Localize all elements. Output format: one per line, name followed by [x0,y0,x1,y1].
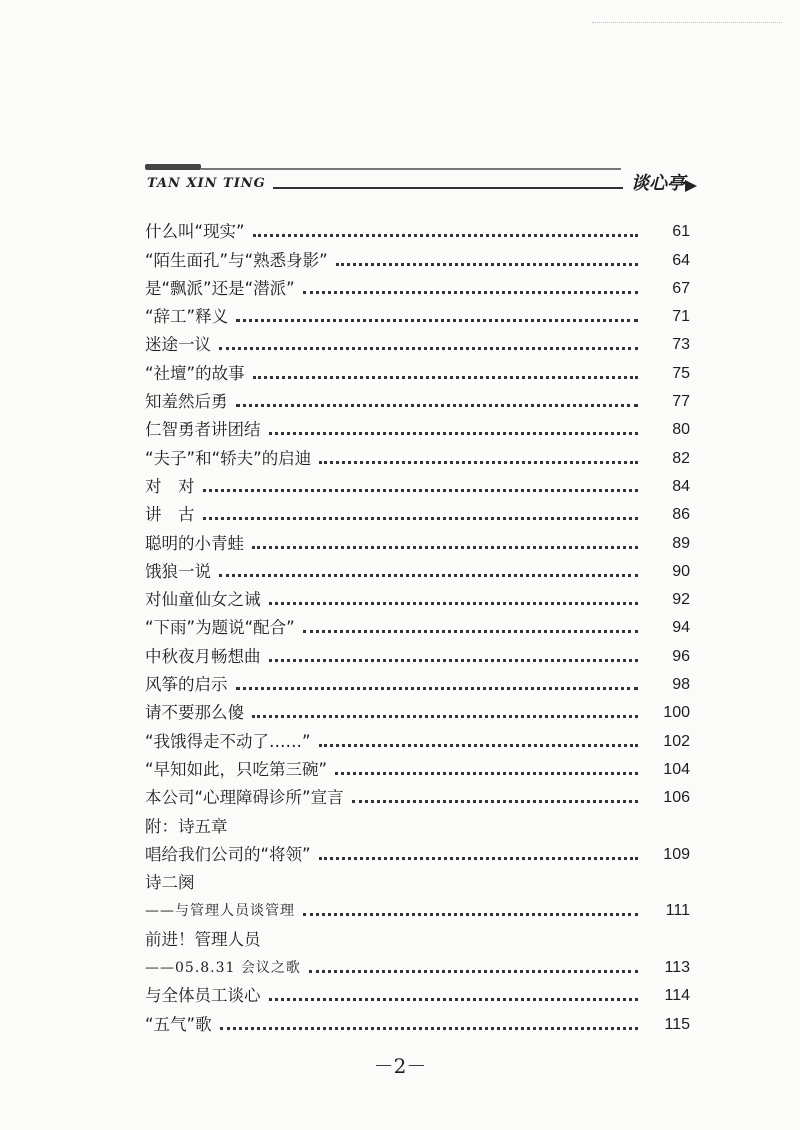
toc-entry-title: 什么叫“现实” [145,222,245,242]
toc-entry-page: 86 [672,506,690,524]
toc-entry-title: “辞工”释义 [145,307,229,327]
toc-entry-page: 90 [672,562,690,580]
toc-leader-dots [336,263,638,266]
toc-entry [145,582,690,610]
toc-entry [145,695,690,723]
toc-entry-title: 中秋夜月畅想曲 [145,646,261,666]
toc-entry-page: 109 [663,845,690,863]
toc-leader-dots [236,404,639,407]
toc-entry [145,893,690,921]
toc-leader-dots [269,998,639,1001]
toc-leader-dots [203,517,639,520]
toc-entry [145,837,690,865]
toc-entry-title: 讲 古 [145,505,195,525]
toc-entry-title: 风筝的启示 [145,675,228,695]
toc-entry-title: “五气”歌 [145,1014,212,1034]
toc-entry [145,469,690,497]
toc-entry [145,242,690,270]
toc-entry [145,327,690,355]
toc-entry [145,667,690,695]
toc-entry [145,950,690,978]
toc-leader-dots [219,347,638,350]
toc-leader-dots [303,630,638,633]
toc-entry-title: 诗二阕 [145,873,195,893]
toc-entry-title: 聪明的小青蛙 [145,533,244,553]
toc-entry [145,865,690,893]
toc-entry-title: “下雨”为题说“配合” [145,618,295,638]
toc-entry-title: 附：诗五章 [145,816,228,836]
toc-entry [145,921,690,949]
toc-leader-dots [252,546,638,549]
toc-leader-dots [303,291,638,294]
toc-entry [145,780,690,808]
toc-entry-title: 是“飘派”还是“潜派” [145,278,295,298]
toc-entry-title: 对 对 [145,476,195,496]
header-rule [273,187,623,189]
toc-entry [145,355,690,383]
toc-entry [145,440,690,468]
toc-entry-title: ——与管理人员谈管理 [145,903,295,920]
toc-leader-dots [203,489,639,492]
header-decor-bar [145,164,201,170]
toc-entry-page: 77 [672,393,690,411]
toc-entry-title: 仁智勇者讲团结 [145,420,261,440]
header-title: 谈心亭 [631,173,685,194]
toc-entry-page: 61 [672,223,690,241]
running-header [145,160,705,210]
header-latin-title: TAN XIN TING [147,176,266,191]
toc-entry [145,214,690,242]
toc-entry-title: ——05.8.31 会议之歌 [145,960,301,977]
toc-entry [145,638,690,666]
toc-leader-dots [236,319,638,322]
toc-entry-page: 100 [663,704,690,722]
arrow-right-icon [685,180,697,192]
toc-leader-dots [269,659,639,662]
toc-entry-title: 饿狼一说 [145,561,211,581]
toc-entry [145,554,690,582]
toc-entry-page: 96 [672,647,690,665]
toc-entry-page: 113 [664,959,690,977]
toc-entry [145,525,690,553]
toc-leader-dots [319,857,638,860]
toc-leader-dots [319,744,638,747]
toc-entry-page: 92 [672,591,690,609]
toc-entry-page: 106 [663,789,690,807]
toc-entry-page: 73 [672,336,690,354]
toc-entry-title: “社壇”的故事 [145,363,245,383]
header-top-line [201,168,621,170]
toc-entry-title: 与全体员工谈心 [145,986,261,1006]
toc-entry-page: 111 [665,902,690,920]
toc-entry [145,1006,690,1034]
toc-entry-page: 94 [672,619,690,637]
toc-entry [145,412,690,440]
toc-entry-title: 迷途一议 [145,335,211,355]
toc-entry-title: “陌生面孔”与“熟悉身影” [145,250,328,270]
toc-entry [145,299,690,327]
toc-entry-page: 102 [663,732,690,750]
toc-entry-page: 82 [672,449,690,467]
toc-entry-page: 71 [672,308,690,326]
toc-entry-title: 请不要那么傻 [145,703,244,723]
toc-entry-page: 80 [672,421,690,439]
toc-entry-page: 114 [664,987,690,1005]
toc-leader-dots [335,772,638,775]
toc-leader-dots [253,234,638,237]
toc-entry-page: 64 [672,251,690,269]
top-dotted-rule [592,22,782,23]
toc-entry [145,610,690,638]
toc-entry [145,271,690,299]
toc-leader-dots [236,687,639,690]
toc-entry-title: 前进！管理人员 [145,929,261,949]
toc-entry-page: 98 [672,676,690,694]
toc-leader-dots [269,432,639,435]
toc-entry-page: 84 [672,477,690,495]
toc-leader-dots [309,970,638,973]
toc-entry-title: 知羞然后勇 [145,392,228,412]
toc-entry [145,808,690,836]
toc-entry-page: 67 [672,279,690,297]
toc-entry [145,497,690,525]
toc-entry-page: 115 [664,1015,690,1033]
toc-leader-dots [219,574,638,577]
toc-entry-title: “早知如此，只吃第三碗” [145,759,328,779]
toc-entry-title: 本公司“心理障碍诊所”宣言 [145,788,344,808]
toc-leader-dots [220,1027,638,1030]
toc-entry-title: 唱给我们公司的“将领” [145,844,311,864]
table-of-contents [145,214,690,1035]
toc-entry-title: “夫子”和“轿夫”的启迪 [145,448,312,468]
toc-leader-dots [253,376,638,379]
toc-entry [145,752,690,780]
page-number: －2－ [373,1054,427,1078]
toc-entry-page: 89 [672,534,690,552]
toc-entry [145,384,690,412]
toc-leader-dots [319,461,638,464]
toc-entry-page: 75 [672,364,690,382]
toc-leader-dots [303,913,638,916]
toc-entry [145,978,690,1006]
toc-entry-page: 104 [663,760,690,778]
toc-entry-title: “我饿得走不动了……” [145,731,311,751]
toc-leader-dots [352,800,638,803]
toc-entry [145,723,690,751]
toc-leader-dots [269,602,639,605]
toc-leader-dots [252,715,638,718]
toc-entry-title: 对仙童仙女之诫 [145,590,261,610]
